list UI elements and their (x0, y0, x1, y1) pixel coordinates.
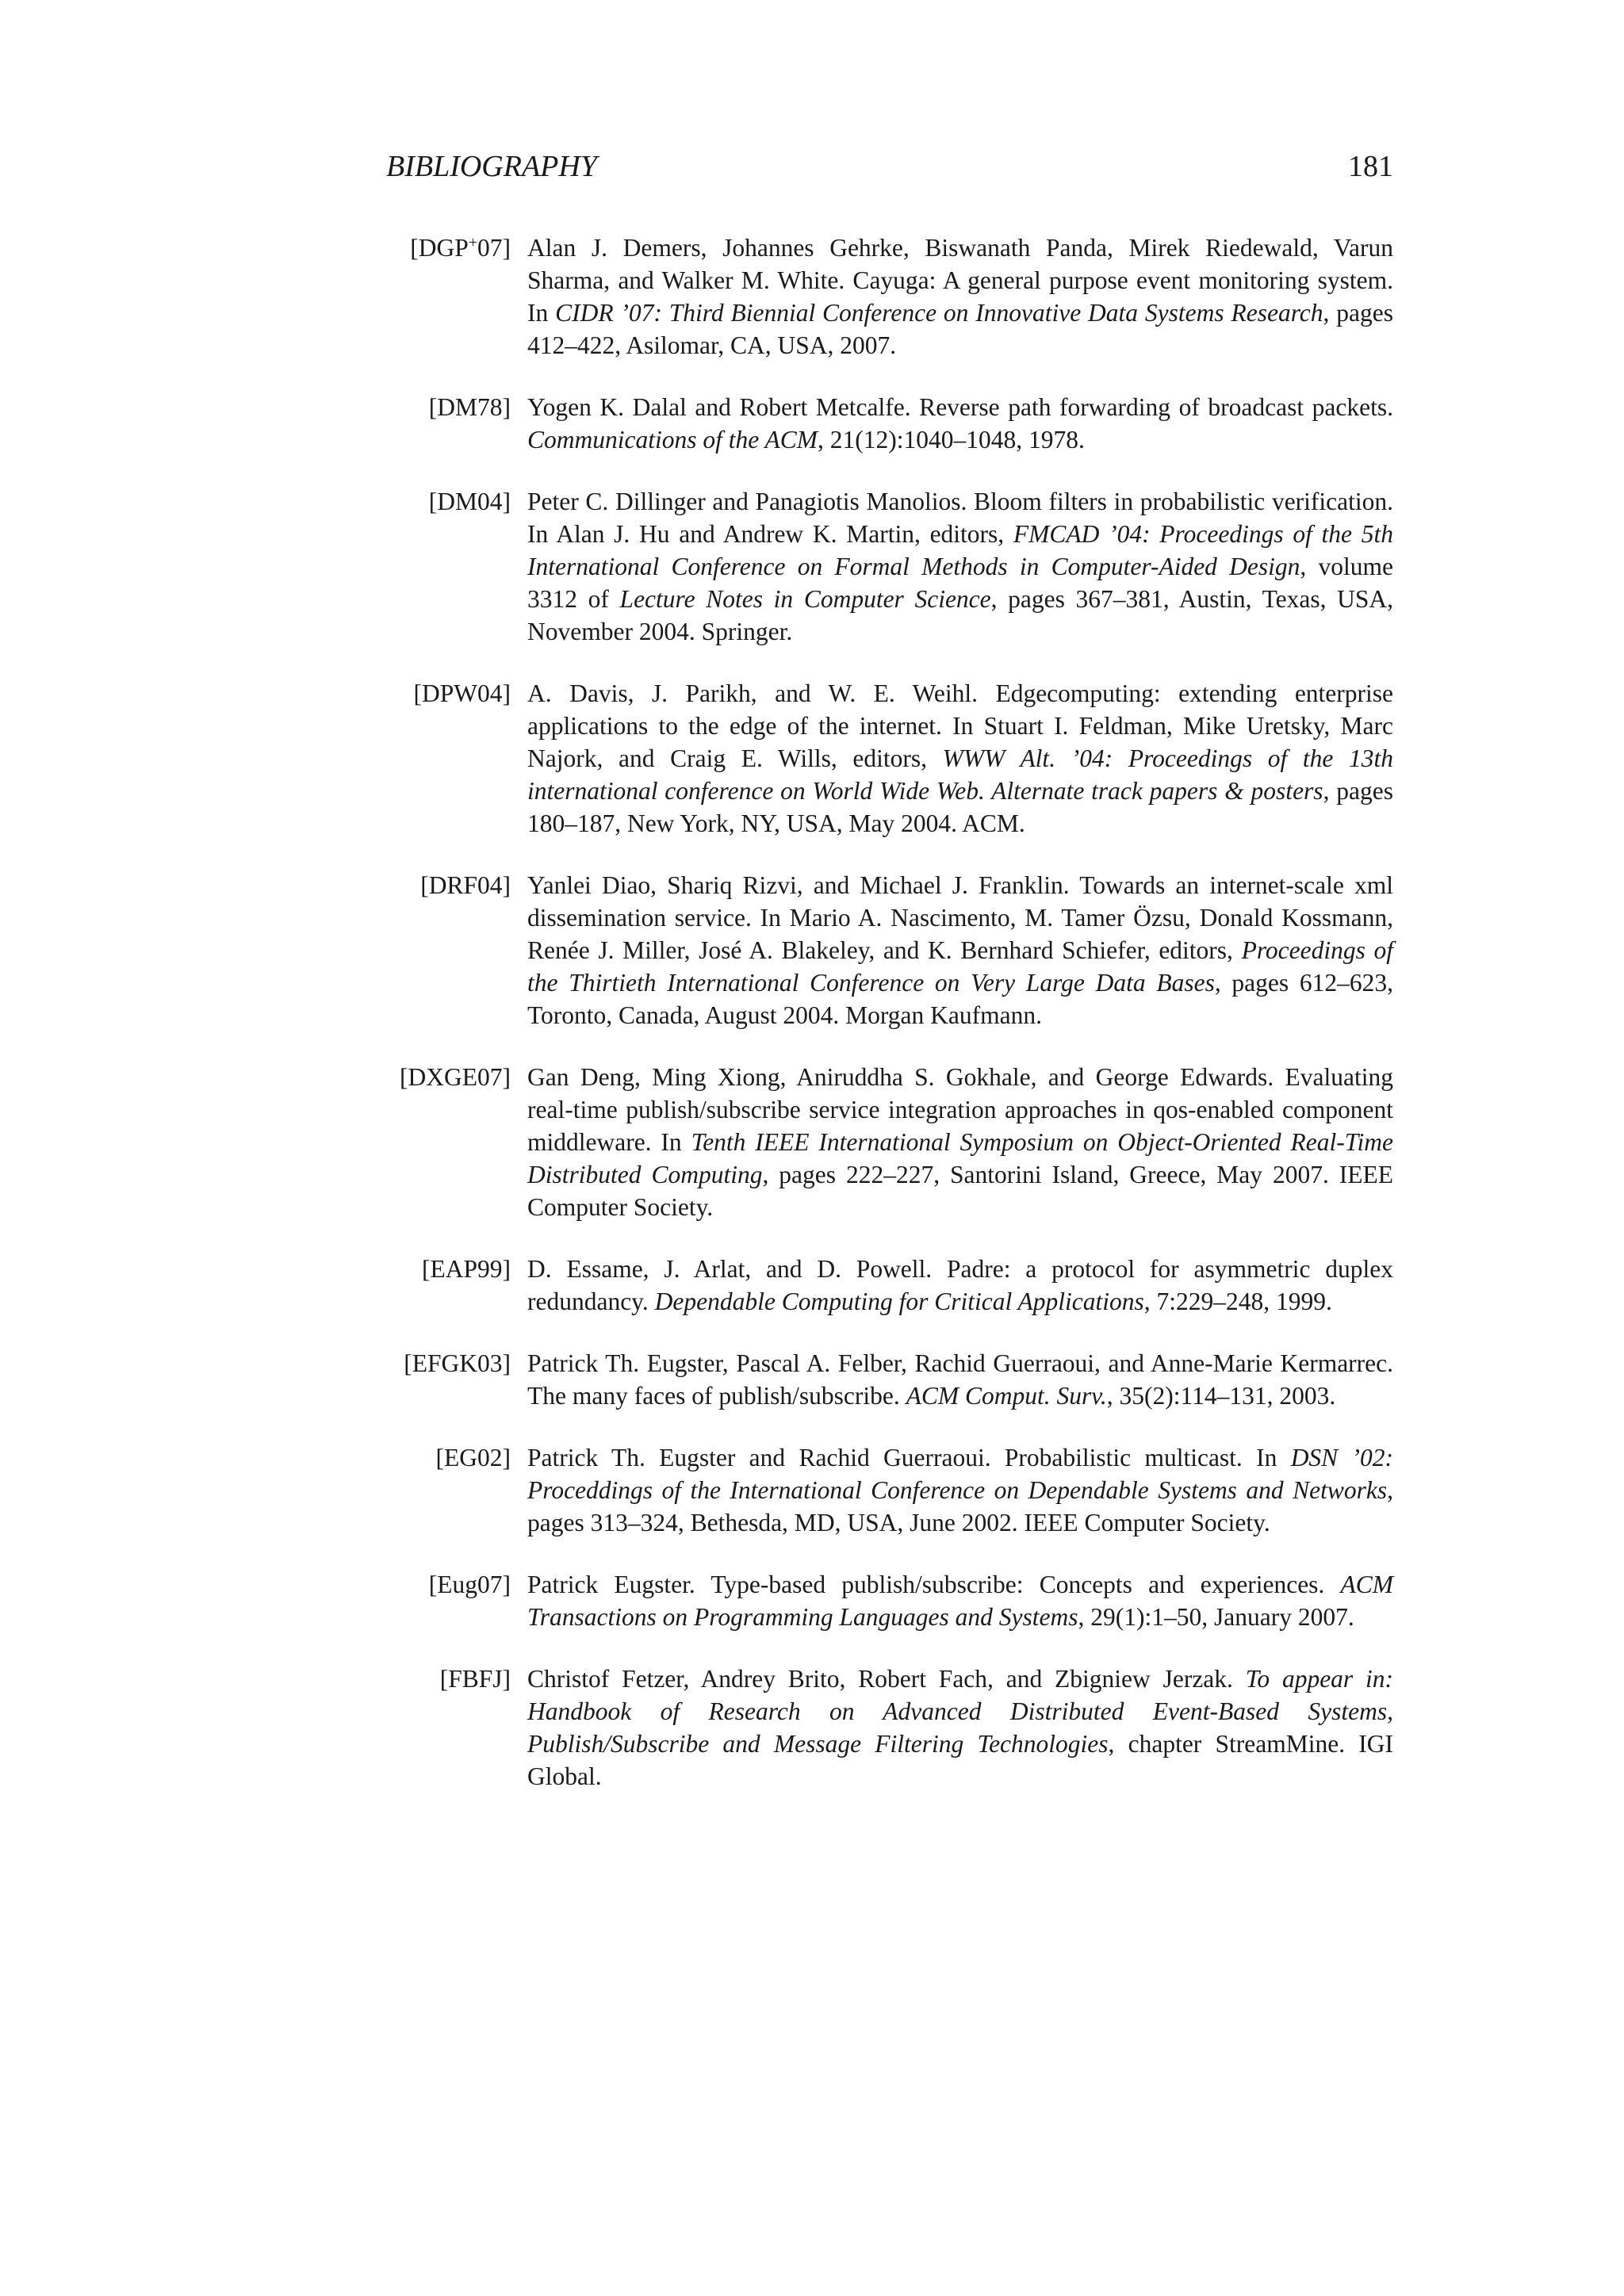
bib-text-segment: , pages 412–422, Asilomar, CA, USA, 2007. (527, 299, 1393, 359)
bib-entry-key: [DM78] (428, 393, 511, 421)
bib-entry-text (527, 391, 1393, 456)
bib-text-segment: Alan J. Demers, Johannes Gehrke, Biswanath Panda, Mirek Riedewald, Varun Sharma, and Walker M. White. Cayuga: A general purpose event monitoring system. In (527, 234, 1393, 327)
bib-text-segment: , pages 612–623, Toronto, Canada, August 2004. Morgan Kaufmann. (527, 969, 1393, 1029)
bib-entry-key (386, 232, 527, 264)
bib-entry (386, 1441, 1393, 1539)
bib-venue-italic: DSN ’02: Proceddings of the International Conference on Dependable Systems and Networks (527, 1444, 1393, 1504)
bib-entry-key: [DM04] (428, 488, 511, 515)
bib-entry-text (527, 677, 1393, 840)
bib-entry (386, 1347, 1393, 1412)
bib-venue-italic: Lecture Notes in Computer Science (619, 585, 991, 613)
running-header-title: BIBLIOGRAPHY (386, 150, 597, 183)
bib-text-segment: , 7:229–248, 1999. (1143, 1288, 1332, 1315)
bib-entry (386, 869, 1393, 1031)
bib-text-segment: , pages 222–227, Santorini Island, Greece, May 2007. IEEE Computer Society. (527, 1161, 1393, 1221)
bib-text-segment: Patrick Th. Eugster and Rachid Guerraoui. Probabilistic multicast. In (527, 1444, 1291, 1471)
bib-text-segment: Christof Fetzer, Andrey Brito, Robert Fach, and Zbigniew Jerzak. (527, 1665, 1246, 1693)
bib-entry (386, 1663, 1393, 1793)
bib-text-segment: , volume 3312 of (527, 553, 1393, 613)
bib-venue-italic: To appear in: Handbook of Research on Advanced Distributed Event-Based Systems, Publish/Subscribe and Message Filtering Technologies (527, 1665, 1393, 1758)
bib-entry-text (527, 1061, 1393, 1223)
bib-entry-key: [DRF04] (420, 871, 511, 899)
bib-text-segment: , 21(12):1040–1048, 1978. (818, 426, 1085, 453)
bib-key-superscript: + (468, 234, 477, 251)
bib-entry-text (527, 232, 1393, 362)
bib-entry-key: [EAP99] (422, 1255, 511, 1283)
bib-entry (386, 1061, 1393, 1223)
bib-entry (386, 677, 1393, 840)
bib-entry-key: [DXGE07] (400, 1063, 511, 1091)
bib-entry-text (527, 869, 1393, 1031)
bib-text-segment: Patrick Eugster. Type-based publish/subscribe: Concepts and experiences. (527, 1571, 1341, 1598)
bib-entry-key: [DPW04] (413, 679, 511, 707)
bib-entry (386, 232, 1393, 362)
bib-text-segment: Peter C. Dillinger and Panagiotis Manolios. Bloom filters in probabilistic verification. In Alan J. Hu and Andrew K. Martin, editors, (527, 488, 1393, 548)
bib-entry (386, 391, 1393, 456)
bib-entry-key: [EFGK03] (404, 1349, 511, 1377)
bib-entry-text (527, 1568, 1393, 1633)
bib-key-tail: 07] (477, 234, 511, 262)
bib-venue-italic: FMCAD ’04: Proceedings of the 5th International Conference on Formal Methods in Computer-Aided Design (527, 520, 1393, 580)
bib-venue-italic: Tenth IEEE International Symposium on Object-Oriented Real-Time Distributed Computing (527, 1128, 1394, 1188)
bib-venue-italic: Dependable Computing for Critical Applications (654, 1288, 1144, 1315)
bibliography-list (386, 232, 1393, 1822)
bib-entry-text (527, 1441, 1393, 1539)
bib-text-segment: , 29(1):1–50, January 2007. (1078, 1603, 1354, 1631)
bib-entry-key: [EG02] (435, 1444, 511, 1471)
bib-entry-text (527, 1347, 1393, 1412)
bib-text-segment: , pages 180–187, New York, NY, USA, May 2004. ACM. (527, 777, 1393, 837)
bib-venue-italic: CIDR ’07: Third Biennial Conference on Innovative Data Systems Research (555, 299, 1323, 327)
bib-text-segment: , 35(2):114–131, 2003. (1106, 1382, 1336, 1410)
bib-entry (386, 485, 1393, 648)
bib-text-segment: Yanlei Diao, Shariq Rizvi, and Michael J. Franklin. Towards an internet-scale xml dissemination service. In Mario A. Nascimento, M. Tamer Özsu, Donald Kossmann, Renée J. Miller, José A. Blakeley, and K. Bernhard Schiefer, editors, (527, 871, 1393, 964)
bib-text-segment: , pages 367–381, Austin, Texas, USA, November 2004. Springer. (527, 585, 1394, 645)
bib-text-segment: A. Davis, J. Parikh, and W. E. Weihl. Edgecomputing: extending enterprise applications to the edge of the internet. In Stuart I. Feldman, Mike Uretsky, Marc Najork, and Craig E. Wills, editors, (527, 679, 1393, 772)
bib-venue-italic: ACM Comput. Surv. (906, 1382, 1107, 1410)
bib-entry-key: [Eug07] (428, 1571, 511, 1598)
bib-venue-italic: Proceedings of the Thirtieth International Conference on Very Large Data Bases (527, 936, 1394, 997)
bib-venue-italic: ACM Transactions on Programming Languages and Systems (527, 1571, 1393, 1631)
bib-entry-text (527, 485, 1393, 648)
bib-venue-italic: WWW Alt. ’04: Proceedings of the 13th international conference on World Wide Web. Alternate track papers & posters (527, 744, 1393, 805)
bib-entry-text (527, 1253, 1393, 1318)
bib-entry (386, 1253, 1393, 1318)
bib-entry (386, 1568, 1393, 1633)
bib-entry-key: [FBFJ] (439, 1665, 511, 1693)
running-header (386, 143, 1393, 190)
bib-text-segment: Gan Deng, Ming Xiong, Aniruddha S. Gokhale, and George Edwards. Evaluating real-time publish/subscribe service integration approaches in qos-enabled component middleware. In (527, 1063, 1393, 1156)
bib-entry-text (527, 1663, 1393, 1793)
bib-text-segment: Patrick Th. Eugster, Pascal A. Felber, Rachid Guerraoui, and Anne-Marie Kermarrec. The many faces of publish/subscribe. (527, 1349, 1393, 1410)
page-number: 181 (1348, 150, 1393, 183)
bib-key-base: [DGP (410, 234, 469, 262)
bib-venue-italic: Communications of the ACM (527, 426, 818, 453)
bib-text-segment: D. Essame, J. Arlat, and D. Powell. Padre: a protocol for asymmetric duplex redundancy. (527, 1255, 1393, 1315)
bib-text-segment: , chapter StreamMine. IGI Global. (527, 1730, 1393, 1790)
bib-text-segment: , pages 313–324, Bethesda, MD, USA, June 2002. IEEE Computer Society. (527, 1476, 1393, 1536)
bib-text-segment: Yogen K. Dalal and Robert Metcalfe. Reverse path forwarding of broadcast packets. (527, 393, 1393, 421)
